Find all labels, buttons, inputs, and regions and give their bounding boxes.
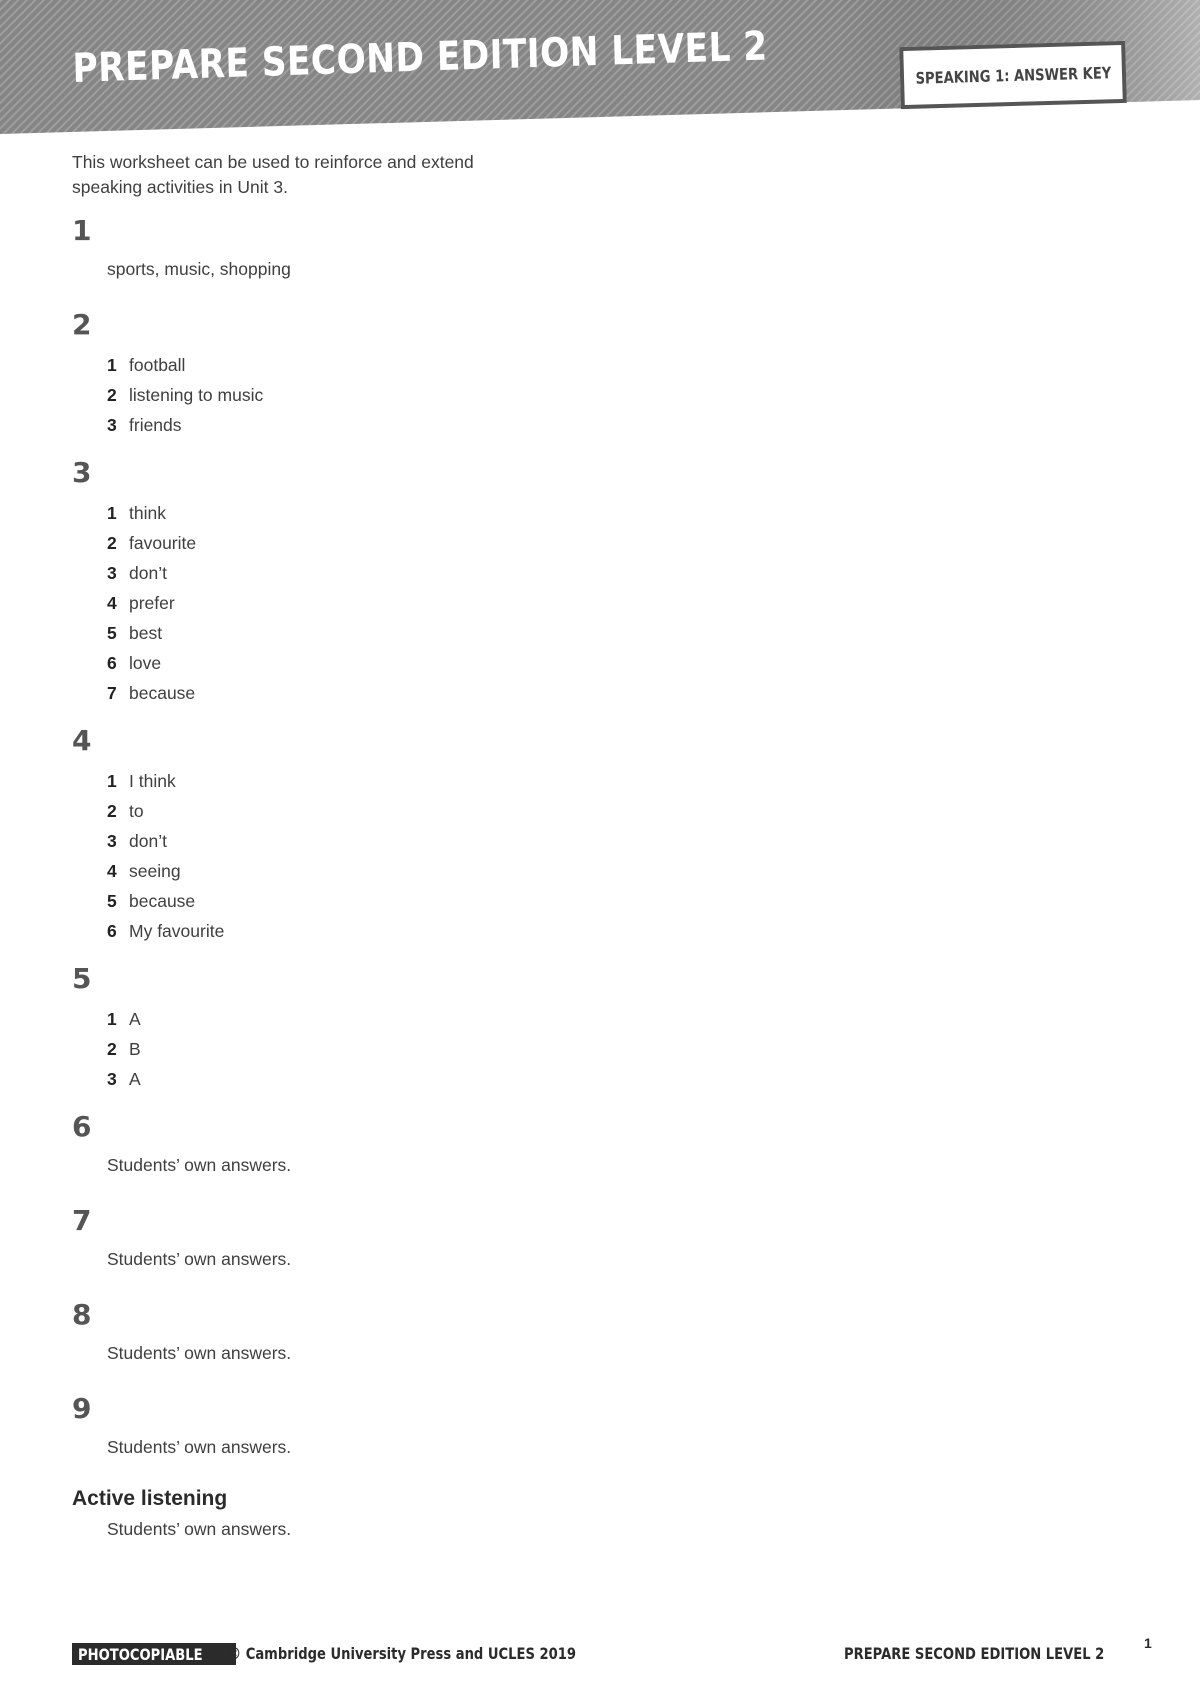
list-item xyxy=(107,1068,632,1098)
list-item xyxy=(107,890,632,920)
answer-list xyxy=(107,770,632,950)
section-5 xyxy=(72,962,632,1098)
item-text: football xyxy=(129,355,186,375)
intro-line-2: speaking activities in Unit 3. xyxy=(72,177,288,197)
section-number: 7 xyxy=(72,1204,92,1237)
list-item xyxy=(107,384,632,414)
header-badge xyxy=(899,41,1127,109)
item-text: A xyxy=(129,1009,141,1029)
header-badge-label: SPEAKING 1: ANSWER KEY xyxy=(914,62,1112,88)
answer-list xyxy=(107,502,632,712)
list-item xyxy=(107,502,632,532)
item-text: seeing xyxy=(129,861,181,881)
item-number: 6 xyxy=(107,921,117,941)
item-number: 2 xyxy=(107,1039,117,1059)
section-7 xyxy=(72,1204,632,1270)
item-text: to xyxy=(129,801,144,821)
item-number: 2 xyxy=(107,533,117,553)
section-answer: Students’ own answers. xyxy=(107,1249,292,1269)
item-number: 3 xyxy=(107,1069,117,1089)
item-text: think xyxy=(129,503,166,523)
section-answer: Students’ own answers. xyxy=(107,1155,292,1175)
list-item xyxy=(107,562,632,592)
item-number: 1 xyxy=(107,1009,117,1029)
section-answer: Students’ own answers. xyxy=(107,1437,292,1457)
section-3 xyxy=(72,456,632,712)
item-number: 4 xyxy=(107,861,117,881)
item-text: prefer xyxy=(129,593,175,613)
list-item xyxy=(107,800,632,830)
list-item xyxy=(107,652,632,682)
item-text: because xyxy=(129,683,196,703)
page-footer xyxy=(72,1635,1152,1673)
list-item xyxy=(107,1008,632,1038)
active-listening-section xyxy=(72,1486,632,1540)
section-answer: Students’ own answers. xyxy=(107,1343,292,1363)
item-text: friends xyxy=(129,415,182,435)
item-text: don’t xyxy=(129,831,167,851)
intro-line-1: This worksheet can be used to reinforce and extend xyxy=(72,152,474,172)
list-item xyxy=(107,622,632,652)
page-number: 1 xyxy=(1144,1635,1152,1651)
item-text: favourite xyxy=(129,533,197,553)
header-banner xyxy=(0,0,1200,140)
section-number: 6 xyxy=(72,1110,92,1143)
item-number: 7 xyxy=(107,683,117,703)
item-number: 2 xyxy=(107,385,117,405)
item-number: 1 xyxy=(107,503,117,523)
copyright-notice: © Cambridge University Press and UCLES 2019 xyxy=(228,1644,577,1663)
list-item xyxy=(107,920,632,950)
section-number: 8 xyxy=(72,1298,92,1331)
item-text: best xyxy=(129,623,163,643)
list-item xyxy=(107,354,632,384)
item-text: don’t xyxy=(129,563,167,583)
active-listening-answer: Students’ own answers. xyxy=(107,1519,292,1539)
section-2 xyxy=(72,308,632,444)
item-text: listening to music xyxy=(129,385,264,405)
footer-series-title: PREPARE SECOND EDITION LEVEL 2 xyxy=(844,1644,1105,1663)
section-9 xyxy=(72,1392,632,1458)
item-text: because xyxy=(129,891,196,911)
list-item xyxy=(107,770,632,800)
section-number: 9 xyxy=(72,1392,92,1425)
section-answer: sports, music, shopping xyxy=(107,259,291,279)
list-item xyxy=(107,682,632,712)
section-1 xyxy=(72,214,632,280)
list-item xyxy=(107,532,632,562)
header-title: PREPARE SECOND EDITION LEVEL 2 xyxy=(72,23,769,92)
item-number: 5 xyxy=(107,623,117,643)
item-number: 1 xyxy=(107,355,117,375)
item-text: A xyxy=(129,1069,141,1089)
item-number: 1 xyxy=(107,771,117,791)
answer-key-content xyxy=(72,150,632,1568)
section-number: 3 xyxy=(72,456,92,489)
item-number: 6 xyxy=(107,653,117,673)
item-number: 4 xyxy=(107,593,117,613)
photocopiable-label: PHOTOCOPIABLE xyxy=(78,1644,203,1664)
item-number: 5 xyxy=(107,891,117,911)
active-listening-heading: Active listening xyxy=(72,1487,228,1510)
list-item xyxy=(107,414,632,444)
section-4 xyxy=(72,724,632,950)
list-item xyxy=(107,830,632,860)
item-number: 2 xyxy=(107,801,117,821)
list-item xyxy=(107,860,632,890)
item-text: My favourite xyxy=(129,921,225,941)
item-text: love xyxy=(129,653,162,673)
section-number: 2 xyxy=(72,308,92,341)
answer-list xyxy=(107,1008,632,1098)
item-number: 3 xyxy=(107,831,117,851)
section-number: 1 xyxy=(72,214,92,247)
section-number: 4 xyxy=(72,724,92,757)
item-text: I think xyxy=(129,771,176,791)
item-text: B xyxy=(129,1039,141,1059)
item-number: 3 xyxy=(107,563,117,583)
section-number: 5 xyxy=(72,962,92,995)
section-8 xyxy=(72,1298,632,1364)
photocopiable-badge xyxy=(72,1643,236,1665)
section-6 xyxy=(72,1110,632,1176)
intro-text xyxy=(72,150,632,200)
list-item xyxy=(107,592,632,622)
list-item xyxy=(107,1038,632,1068)
answer-list xyxy=(107,354,632,444)
item-number: 3 xyxy=(107,415,117,435)
